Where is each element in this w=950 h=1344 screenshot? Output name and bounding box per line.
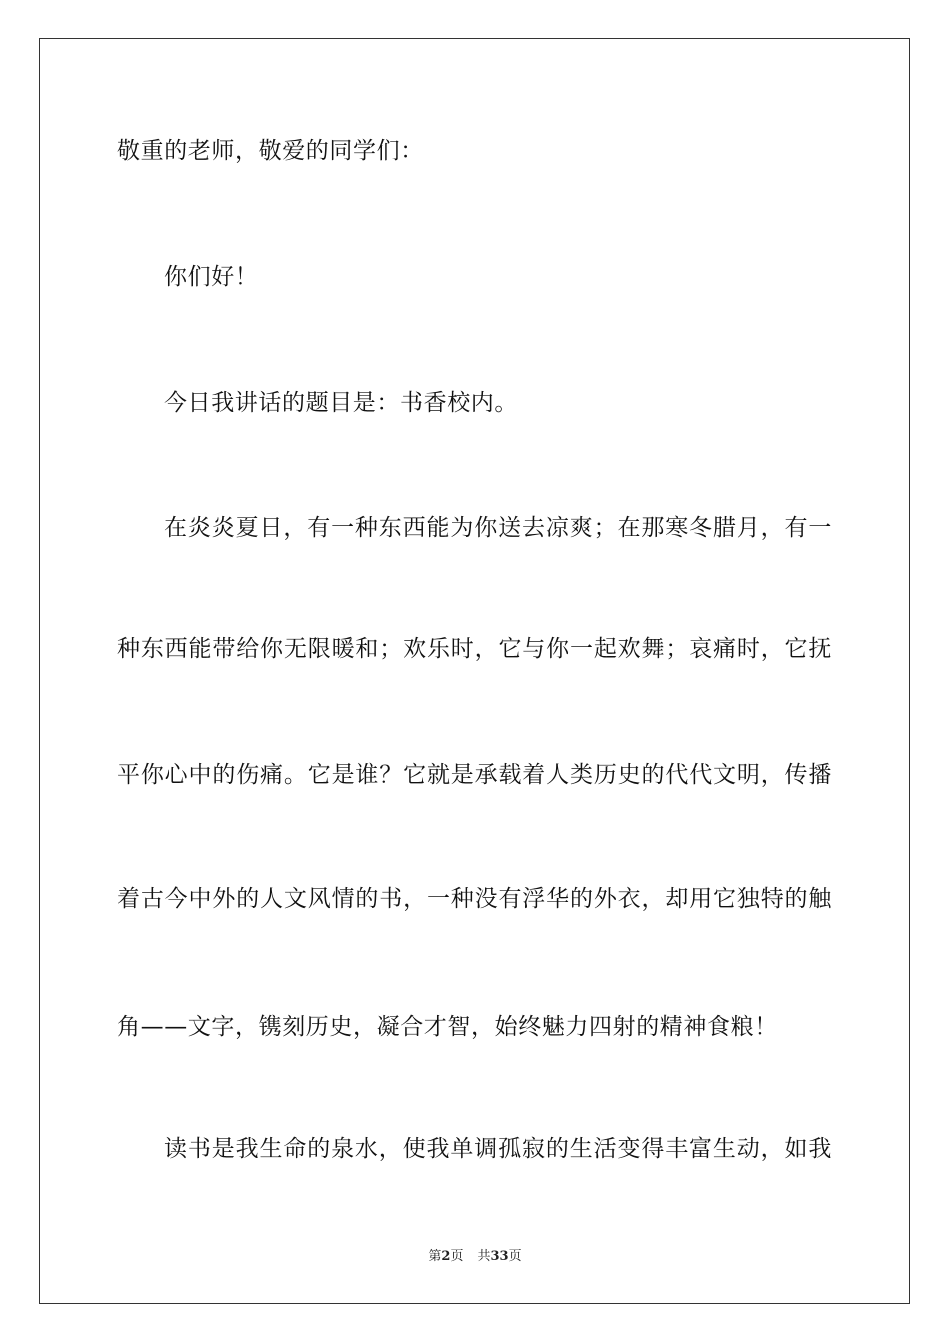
paragraph-line: 着古今中外的人文风情的书，一种没有浮华的外衣，却用它独特的触 (117, 886, 832, 912)
paragraph-line: 平你心中的伤痛。它是谁？它就是承载着人类历史的代代文明，传播 (117, 762, 832, 788)
footer-page-prefix: 第 (428, 1249, 442, 1264)
footer-total-pages: 33 (490, 1249, 509, 1264)
page-border (39, 38, 910, 1304)
greeting-line: 你们好！ (164, 264, 259, 290)
paragraph-line: 种东西能带给你无限暖和；欢乐时，它与你一起欢舞；哀痛时，它抚 (117, 636, 832, 662)
footer-total-prefix: 共 (477, 1249, 491, 1264)
footer-total-suffix: 页 (508, 1249, 522, 1264)
paragraph-line: 角——文字，镌刻历史，凝合才智，始终魅力四射的精神食粮！ (117, 1014, 778, 1040)
footer-page-suffix: 页 (450, 1249, 464, 1264)
page-footer (0, 1248, 950, 1266)
paragraph-line: 在炎炎夏日，有一种东西能为你送去凉爽；在那寒冬腊月，有一 (164, 515, 832, 541)
footer-page-number: 2 (441, 1249, 451, 1264)
paragraph-line: 读书是我生命的泉水，使我单调孤寂的生活变得丰富生动，如我 (164, 1136, 832, 1162)
topic-line: 今日我讲话的题目是：书香校内。 (164, 390, 518, 416)
salutation-line: 敬重的老师，敬爱的同学们： (117, 138, 424, 164)
